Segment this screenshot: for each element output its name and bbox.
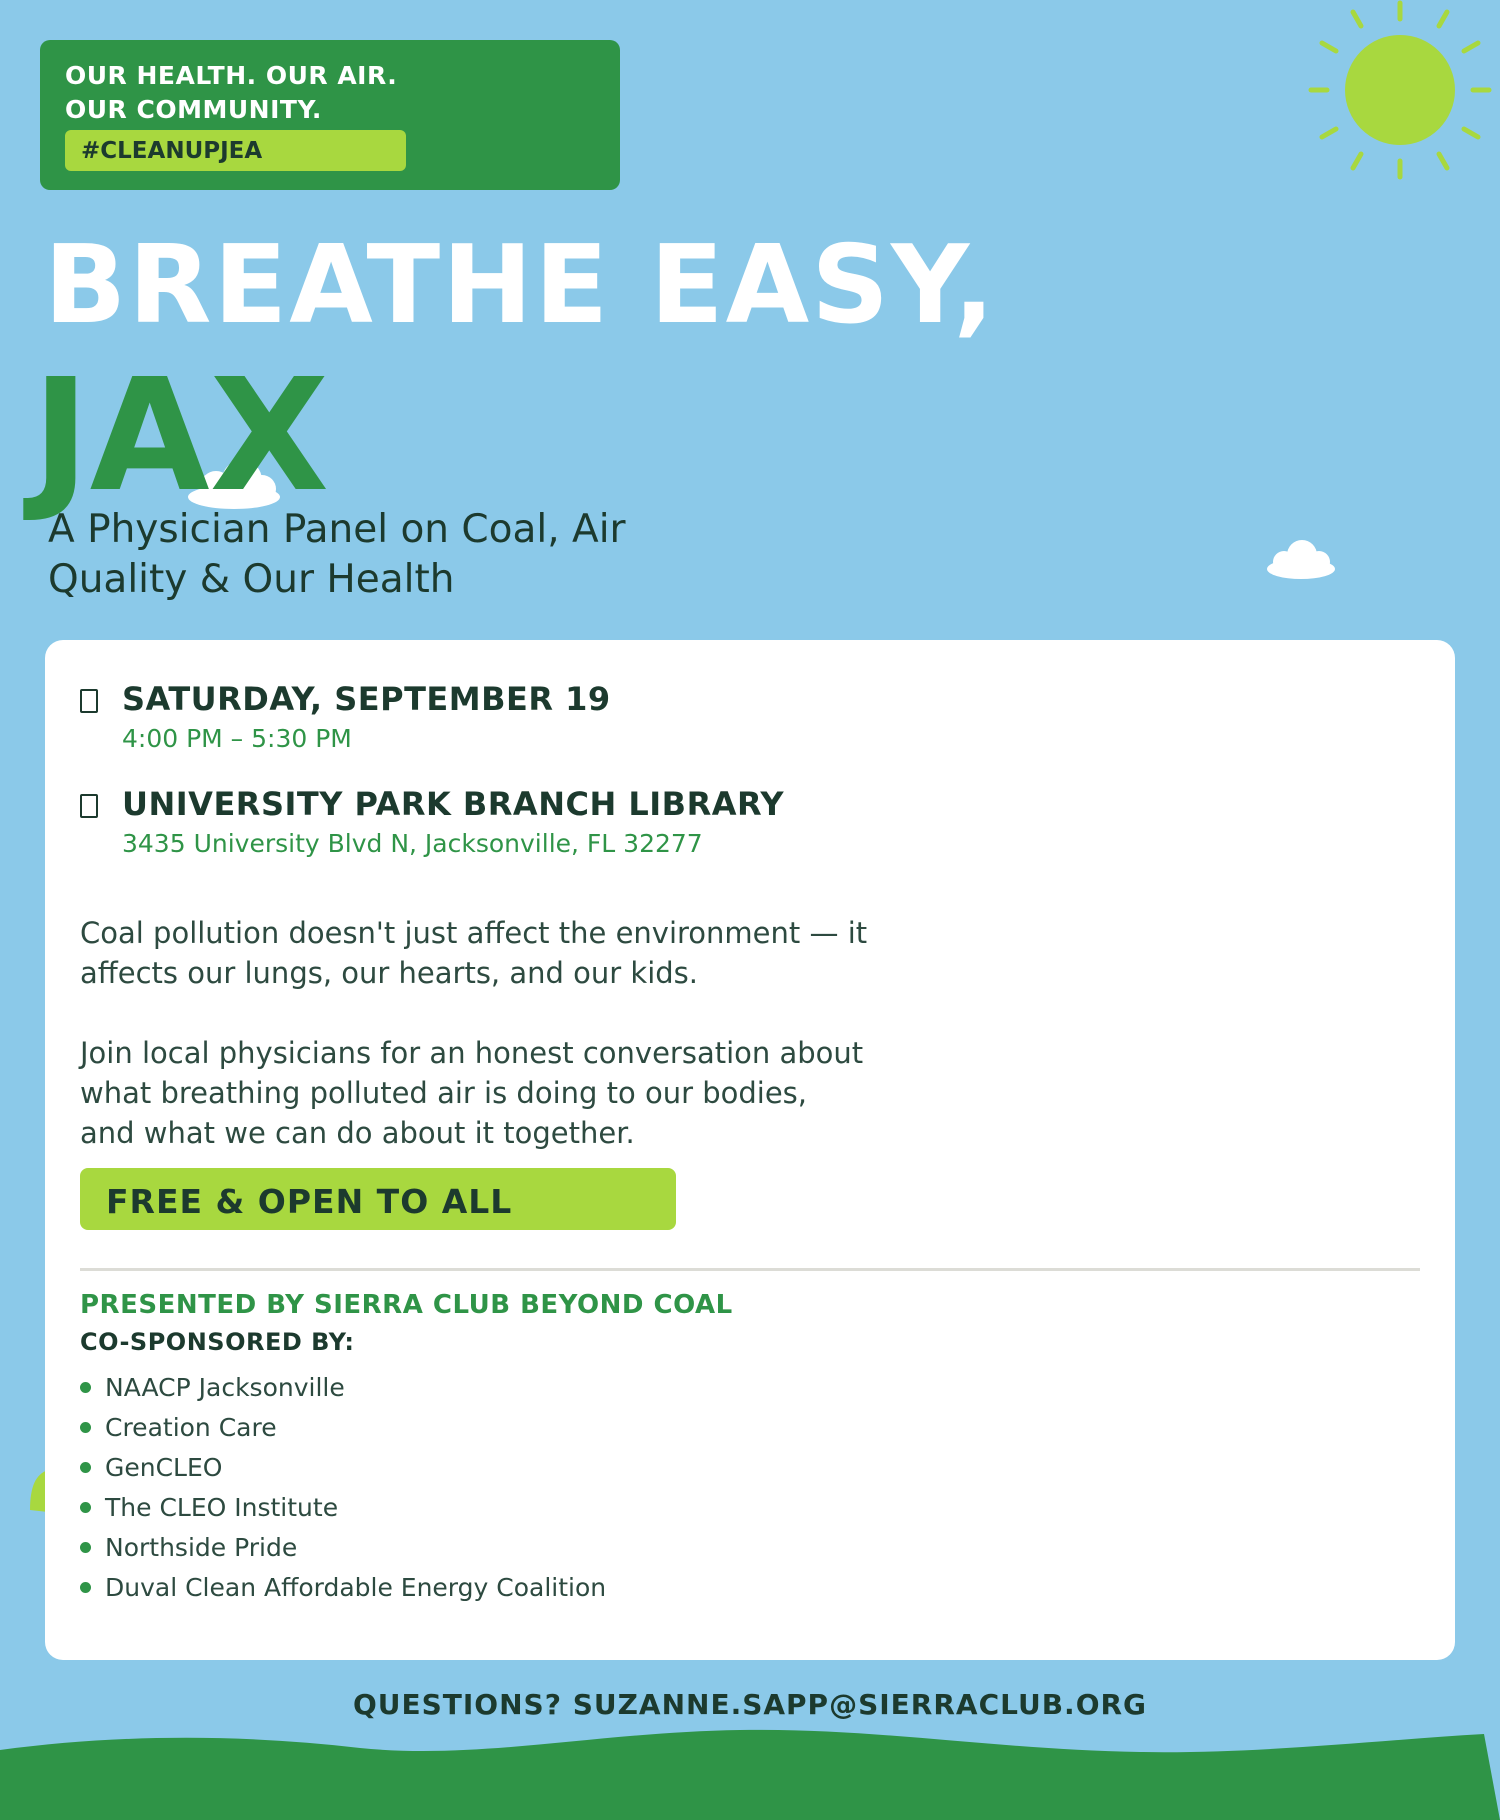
- list-item: [80, 1490, 606, 1530]
- list-item: [80, 1450, 606, 1490]
- bullet-icon: [80, 1422, 91, 1433]
- cloud-icon: [1264, 535, 1338, 580]
- description-paragraph-1: Coal pollution doesn't just affect the environment — it affects our lungs, our hearts, and our kids.: [80, 916, 868, 990]
- free-badge: [80, 1168, 676, 1230]
- location-icon: [80, 794, 98, 818]
- event-venue: UNIVERSITY PARK BRANCH LIBRARY: [122, 785, 785, 823]
- cosponsored-label: CO-SPONSORED BY:: [80, 1328, 355, 1356]
- tagline-card: [40, 40, 620, 190]
- sun-icon: [1304, 0, 1496, 190]
- free-badge-text: FREE & OPEN TO ALL: [106, 1182, 513, 1221]
- divider: [80, 1268, 1420, 1271]
- list-item: [80, 1530, 606, 1570]
- hashtag-text: #CLEANUPJEA: [81, 138, 263, 164]
- hashtag-badge: [65, 130, 406, 171]
- event-time: 4:00 PM – 5:30 PM: [122, 724, 352, 753]
- event-address: 3435 University Blvd N, Jacksonville, FL 32277: [122, 829, 703, 858]
- contact-email-link[interactable]: QUESTIONS? SUZANNE.SAPP@SIERRACLUB.ORG: [352, 1688, 1148, 1721]
- bullet-icon: [80, 1462, 91, 1473]
- list-item: [80, 1410, 606, 1450]
- list-item: [80, 1370, 606, 1410]
- hills: [0, 1722, 1500, 1820]
- subtitle: A Physician Panel on Coal, Air Quality & Our Health: [48, 507, 626, 602]
- event-date: SATURDAY, SEPTEMBER 19: [122, 680, 611, 718]
- event-info-card: [45, 640, 1455, 1660]
- sponsor-name: Duval Clean Affordable Energy Coalition: [105, 1573, 607, 1602]
- bullet-icon: [80, 1502, 91, 1513]
- sponsor-name: NAACP Jacksonville: [105, 1373, 345, 1402]
- headline-line-1: BREATHE EASY,: [44, 223, 997, 348]
- sponsor-name: Creation Care: [105, 1413, 277, 1442]
- tagline-line-2: OUR COMMUNITY.: [65, 95, 322, 124]
- tagline-line-1: OUR HEALTH. OUR AIR.: [65, 61, 398, 90]
- presented-by: PRESENTED BY SIERRA CLUB BEYOND COAL: [80, 1290, 733, 1320]
- bullet-icon: [80, 1382, 91, 1393]
- sponsor-name: Northside Pride: [105, 1533, 298, 1562]
- sponsor-list: [80, 1370, 606, 1610]
- headline-line-2: JAX: [32, 345, 330, 526]
- bullet-icon: [80, 1542, 91, 1553]
- bullet-icon: [80, 1582, 91, 1593]
- description-paragraph-2: Join local physicians for an honest conversation about what breathing polluted air is doing to our bodies, and what we can do about it together.: [80, 1036, 864, 1150]
- calendar-icon: [80, 689, 98, 713]
- sponsor-name: The CLEO Institute: [105, 1493, 339, 1522]
- sponsor-name: GenCLEO: [105, 1453, 223, 1482]
- list-item: [80, 1570, 606, 1610]
